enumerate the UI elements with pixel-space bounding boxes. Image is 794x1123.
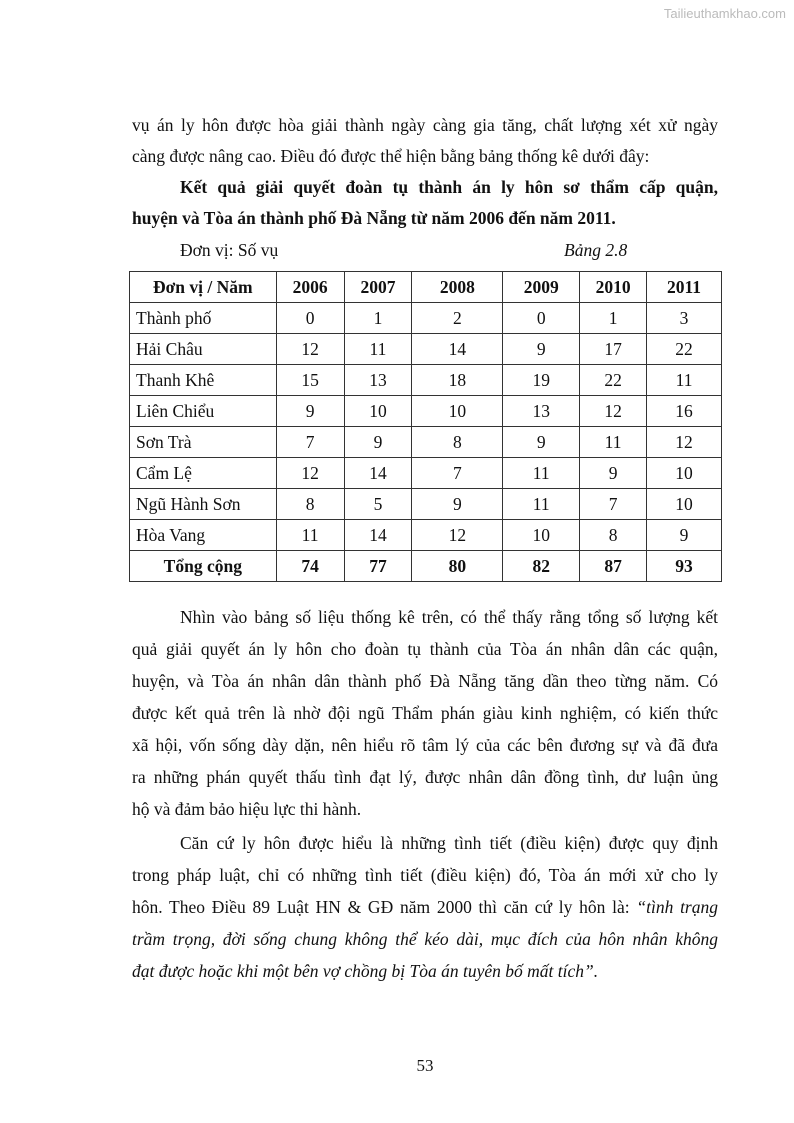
value-cell: 11	[647, 365, 722, 396]
paragraph-line: trong pháp luật, chỉ có những tình tiết (điều kiện) đó, Tòa án mới xử cho ly	[132, 865, 718, 885]
unit-cell: Liên Chiểu	[130, 396, 277, 427]
value-cell: 9	[503, 427, 580, 458]
table-row	[130, 489, 722, 520]
value-cell: 1	[344, 303, 412, 334]
table-header-row	[130, 272, 722, 303]
value-cell: 10	[503, 520, 580, 551]
value-cell: 11	[503, 489, 580, 520]
intro-line: càng được nâng cao. Điều đó được thể hiện bằng bảng thống kê dưới đây:	[132, 146, 650, 166]
value-cell: 12	[580, 396, 647, 427]
header-year: 2011	[647, 272, 722, 303]
value-cell: 13	[344, 365, 412, 396]
value-cell: 22	[580, 365, 647, 396]
unit-cell: Sơn Trà	[130, 427, 277, 458]
value-cell: 80	[412, 551, 503, 582]
value-cell: 12	[412, 520, 503, 551]
header-year: 2006	[276, 272, 344, 303]
value-cell: 19	[503, 365, 580, 396]
value-cell: 93	[647, 551, 722, 582]
table-title-line: huyện và Tòa án thành phố Đà Nẵng từ năm 2006 đến năm 2011.	[132, 208, 616, 228]
paragraph-line: ra những phán quyết thấu tình đạt lý, được nhân dân đồng tình, dư luận ủng	[132, 767, 718, 787]
value-cell: 22	[647, 334, 722, 365]
value-cell: 77	[344, 551, 412, 582]
unit-cell: Hòa Vang	[130, 520, 277, 551]
paragraph-line: hộ và đảm bảo hiệu lực thi hành.	[132, 799, 362, 819]
value-cell: 17	[580, 334, 647, 365]
plain-text: hôn. Theo Điều 89 Luật HN & GĐ năm 2000 thì căn cứ ly hôn là:	[132, 897, 637, 917]
header-year: 2010	[580, 272, 647, 303]
value-cell: 12	[647, 427, 722, 458]
table-row	[130, 334, 722, 365]
value-cell: 9	[580, 458, 647, 489]
value-cell: 8	[412, 427, 503, 458]
value-cell: 14	[412, 334, 503, 365]
value-cell: 13	[503, 396, 580, 427]
value-cell: 9	[647, 520, 722, 551]
header-year: 2009	[503, 272, 580, 303]
table-title-line: Kết quả giải quyết đoàn tụ thành án ly hôn sơ thẩm cấp quận,	[180, 177, 718, 197]
unit-label: Đơn vị: Số vụ	[180, 240, 279, 260]
value-cell: 9	[503, 334, 580, 365]
value-cell: 0	[276, 303, 344, 334]
value-cell: 16	[647, 396, 722, 427]
table-row	[130, 458, 722, 489]
unit-cell: Thành phố	[130, 303, 277, 334]
value-cell: 87	[580, 551, 647, 582]
value-cell: 11	[344, 334, 412, 365]
page-number: 53	[416, 1056, 434, 1075]
value-cell: 7	[580, 489, 647, 520]
paragraph-line: Nhìn vào bảng số liệu thống kê trên, có thể thấy rằng tổng số lượng kết	[180, 607, 718, 627]
value-cell: 5	[344, 489, 412, 520]
paragraph-line	[132, 892, 718, 923]
value-cell: 11	[503, 458, 580, 489]
value-cell: 11	[580, 427, 647, 458]
value-cell: 0	[503, 303, 580, 334]
paragraph-line: quả giải quyết án ly hôn cho đoàn tụ thành của Tòa án nhân dân các quận,	[132, 639, 718, 659]
value-cell: 14	[344, 458, 412, 489]
value-cell: 82	[503, 551, 580, 582]
quote-line: đạt được hoặc khi một bên vợ chồng bị Tòa án tuyên bố mất tích”.	[132, 961, 599, 981]
value-cell: 12	[276, 458, 344, 489]
value-cell: 1	[580, 303, 647, 334]
value-cell: 12	[276, 334, 344, 365]
value-cell: 2	[412, 303, 503, 334]
unit-cell: Ngũ Hành Sơn	[130, 489, 277, 520]
header-unit-year: Đơn vị / Năm	[130, 272, 277, 303]
value-cell: 9	[276, 396, 344, 427]
header-year: 2008	[412, 272, 503, 303]
value-cell: 9	[412, 489, 503, 520]
value-cell: 18	[412, 365, 503, 396]
unit-cell: Tổng cộng	[130, 551, 277, 582]
value-cell: 8	[580, 520, 647, 551]
paragraph-line: xã hội, vốn sống dày dặn, nên hiểu rõ tâm lý của các bên đương sự và đã đưa	[132, 735, 718, 755]
quote-line: trầm trọng, đời sống chung không thể kéo dài, mục đích của hôn nhân không	[132, 929, 718, 949]
table-row	[130, 396, 722, 427]
value-cell: 15	[276, 365, 344, 396]
header-year: 2007	[344, 272, 412, 303]
value-cell: 7	[412, 458, 503, 489]
table-label: Bảng 2.8	[564, 240, 628, 260]
value-cell: 10	[647, 489, 722, 520]
unit-cell: Thanh Khê	[130, 365, 277, 396]
paragraph-line: được kết quả trên là nhờ đội ngũ Thẩm phán giàu kinh nghiệm, có kiến thức	[132, 703, 718, 723]
value-cell: 74	[276, 551, 344, 582]
statistics-table	[129, 271, 722, 582]
quote-text: “tình trạng	[636, 897, 718, 917]
value-cell: 8	[276, 489, 344, 520]
value-cell: 3	[647, 303, 722, 334]
table-row	[130, 520, 722, 551]
table-row	[130, 365, 722, 396]
value-cell: 11	[276, 520, 344, 551]
paragraph-line: Căn cứ ly hôn được hiểu là những tình tiết (điều kiện) được quy định	[180, 833, 718, 853]
watermark: Tailieuthamkhao.com	[663, 6, 786, 21]
intro-line: vụ án ly hôn được hòa giải thành ngày càng gia tăng, chất lượng xét xử ngày	[132, 115, 718, 135]
unit-cell: Hải Châu	[130, 334, 277, 365]
value-cell: 9	[344, 427, 412, 458]
paragraph-line: huyện, và Tòa án nhân dân thành phố Đà Nẵng tăng dần theo từng năm. Có	[132, 671, 718, 691]
table-row	[130, 427, 722, 458]
value-cell: 14	[344, 520, 412, 551]
table-row	[130, 303, 722, 334]
value-cell: 7	[276, 427, 344, 458]
unit-cell: Cẩm Lệ	[130, 458, 277, 489]
value-cell: 10	[344, 396, 412, 427]
total-row	[130, 551, 722, 582]
value-cell: 10	[647, 458, 722, 489]
value-cell: 10	[412, 396, 503, 427]
